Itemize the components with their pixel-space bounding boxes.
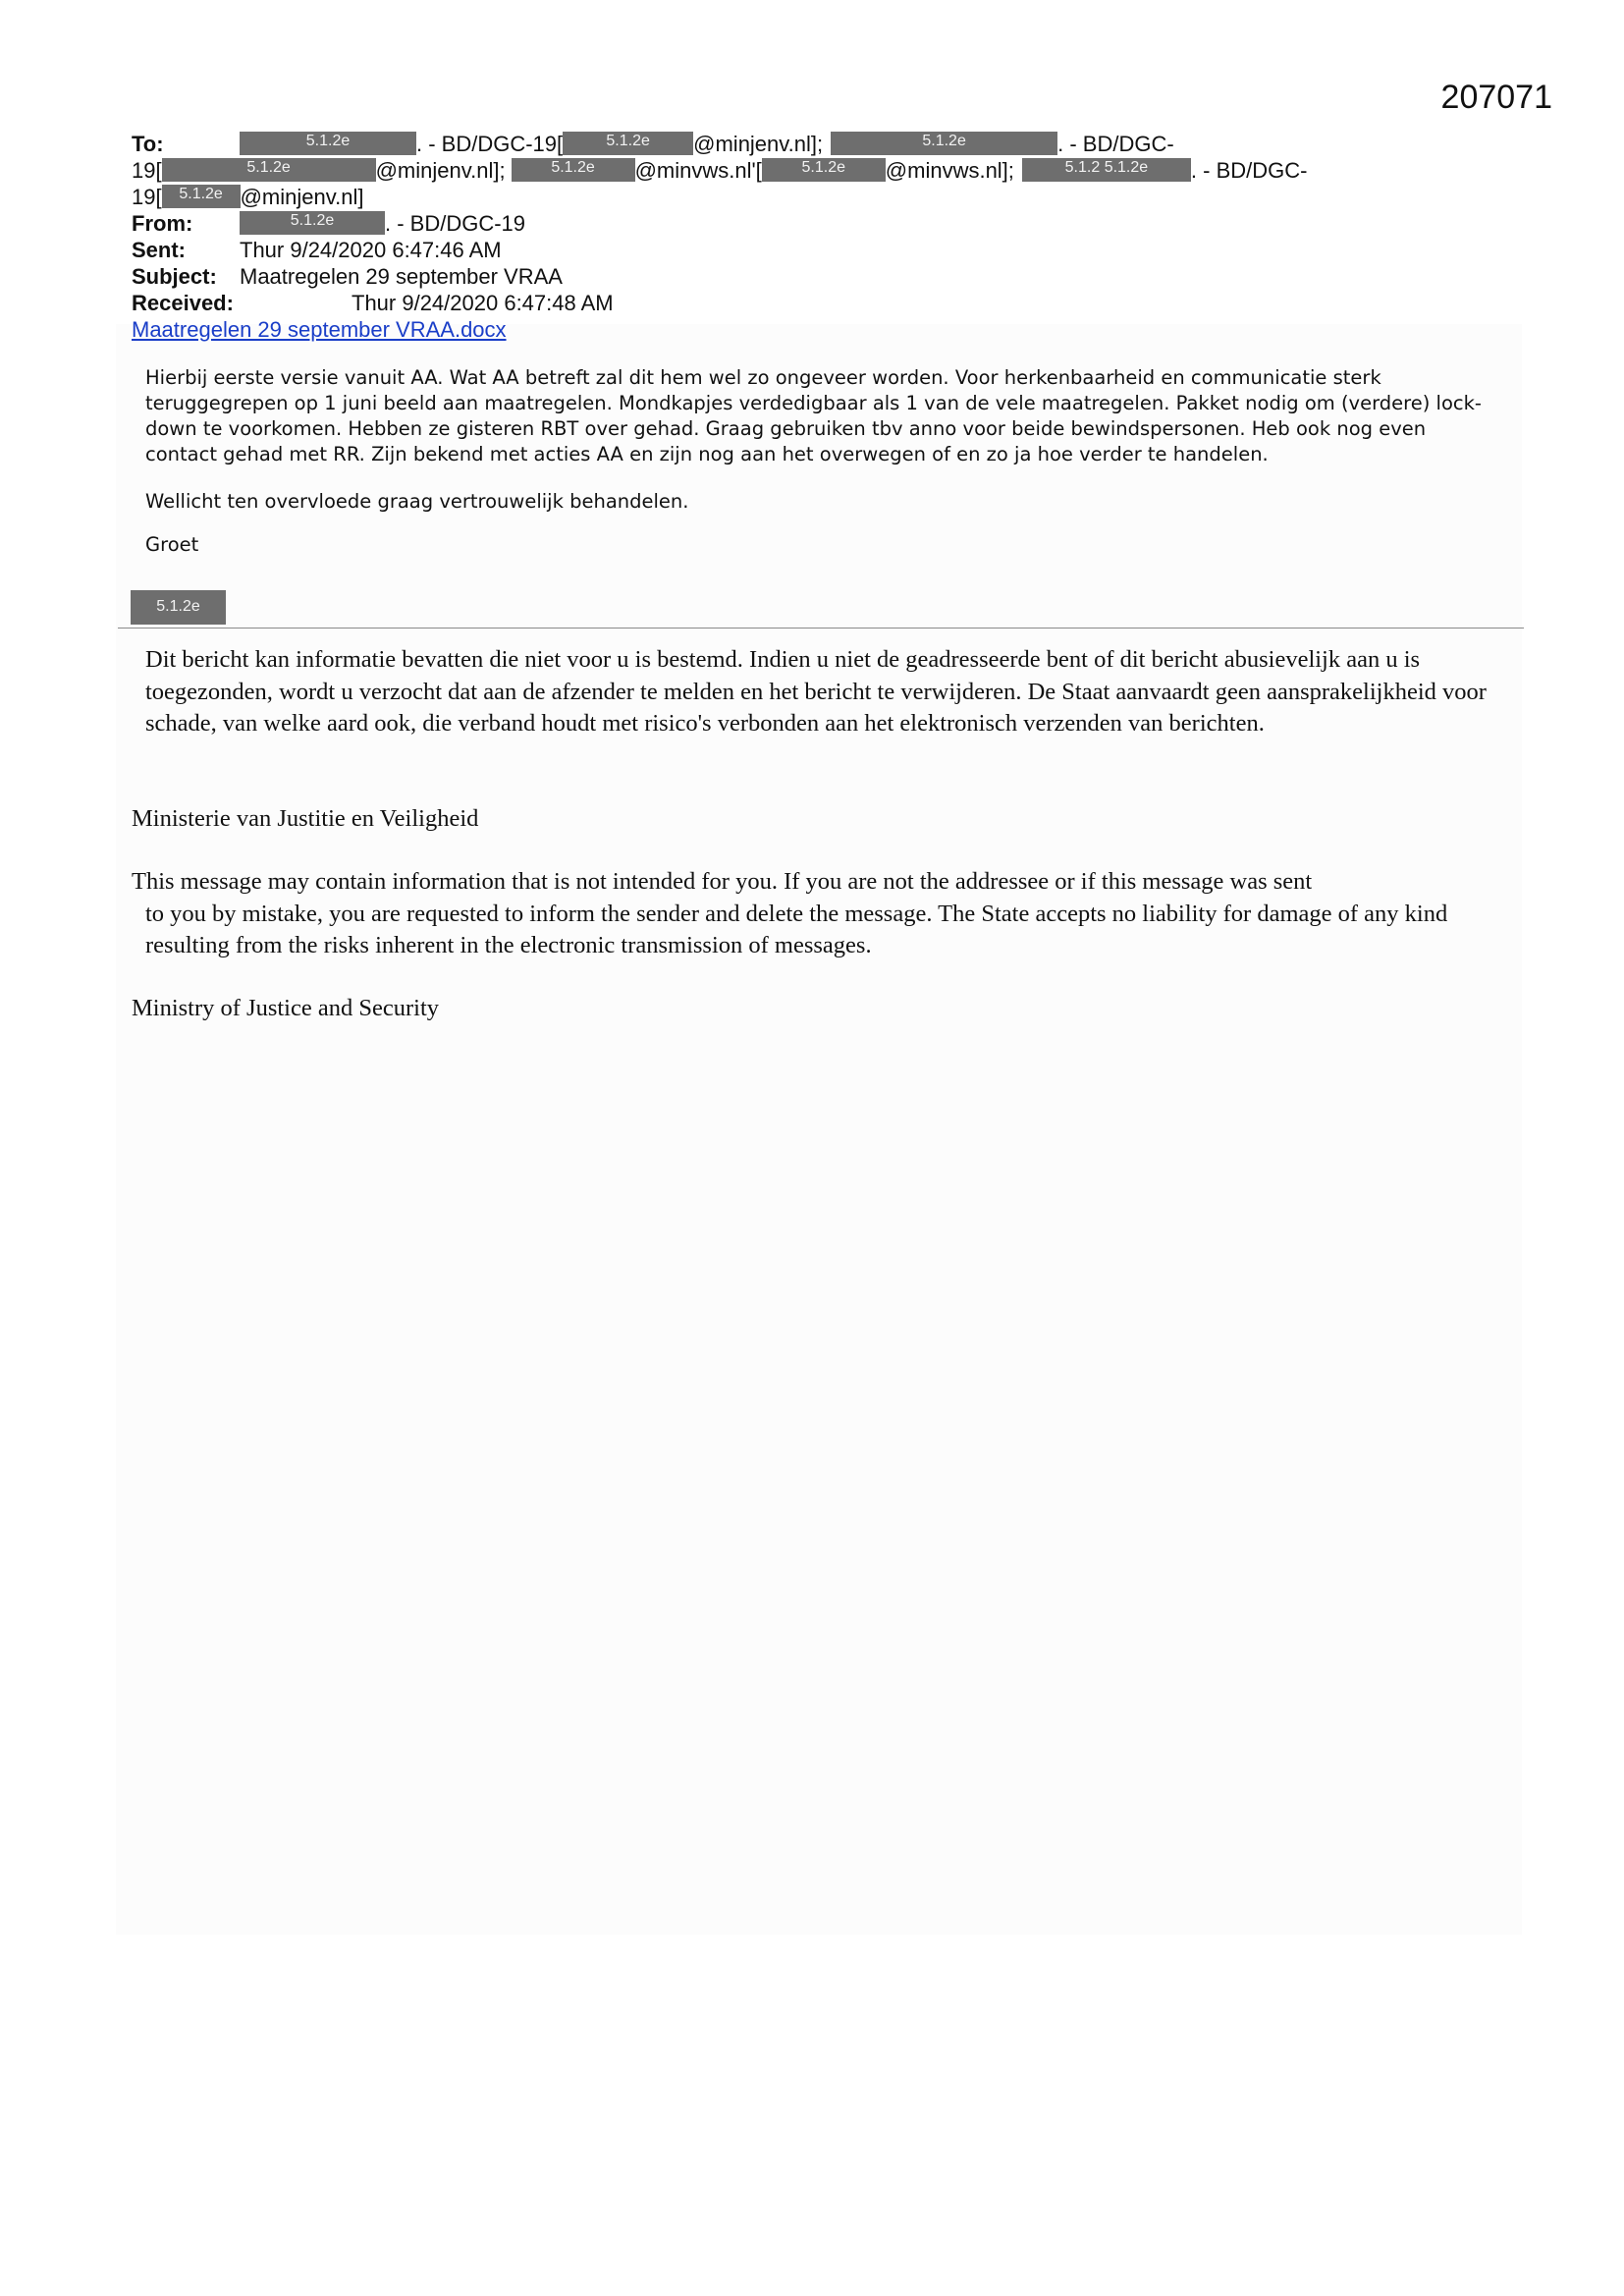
recipient-text: @minjenv.nl];	[693, 132, 824, 156]
redaction: 5.1.2 5.1.2e	[1022, 158, 1191, 182]
message-paragraph: Wellicht ten overvloede graag vertrouwelijk behandelen.	[145, 490, 689, 513]
subject-label: Subject:	[132, 264, 217, 289]
ministry-name-dutch: Ministerie van Justitie en Veiligheid	[132, 805, 479, 832]
sent-value: Thur 9/24/2020 6:47:46 AM	[240, 238, 502, 262]
received-value: Thur 9/24/2020 6:47:48 AM	[352, 291, 614, 315]
attachment-line	[132, 316, 1408, 343]
message-paragraph: Hierbij eerste versie vanuit AA. Wat AA betreft zal dit hem wel zo ongeveer worden. Voor herkenbaarheid en communicatie sterk teruggegrepen op 1 juni beeld aan maatregelen. Mondkapjes verdedigbaar als 1 van de vele maatregelen. Pakket nodig om (verdere) lock-down te voorkomen. Hebben ze gisteren RBT over gehad. Graag gebruiken tbv anno voor beide bewindspersonen. Heb ook nog even contact gehad met RR. Zijn bekend met acties AA en zijn nog aan het overwegen of en zo ja hoe verder te handelen.	[145, 366, 1482, 465]
page-background	[116, 324, 1522, 1935]
from-line	[132, 210, 1408, 237]
redaction: 5.1.2e	[240, 132, 416, 155]
sent-label: Sent:	[132, 238, 186, 262]
sent-line	[132, 237, 1408, 263]
to-line-2	[132, 157, 1408, 184]
ministry-name-english: Ministry of Justice and Security	[132, 995, 440, 1021]
subject-value: Maatregelen 29 september VRAA	[240, 264, 563, 289]
received-line	[132, 290, 1408, 316]
redaction: 5.1.2e	[762, 158, 886, 182]
disclaimer-english	[132, 866, 1496, 962]
redaction: 5.1.2e	[162, 185, 241, 208]
recipient-text: @minvws.nl'[	[634, 158, 762, 183]
redaction: 5.1.2e	[162, 158, 376, 182]
from-label: From:	[132, 211, 193, 236]
redaction: 5.1.2e	[240, 211, 385, 235]
recipient-text: @minjenv.nl];	[375, 158, 506, 183]
closing: Groet	[145, 533, 199, 556]
from-value: . - BD/DGC-19	[385, 211, 526, 236]
disclaimer-english-text: to you by mistake, you are requested to inform the sender and delete the message. The State accepts no liability for damage of any kind resulting from the risks inherent in the electronic transmission of messages.	[145, 900, 1448, 958]
recipient-text: 19[	[132, 185, 162, 209]
document-number: 207071	[1440, 79, 1552, 116]
recipient-text: @minvws.nl];	[885, 158, 1014, 183]
recipient-text: . - BD/DGC-19[	[416, 132, 564, 156]
redaction: 5.1.2e	[512, 158, 635, 182]
subject-line	[132, 263, 1408, 290]
recipient-text: 19[	[132, 158, 162, 183]
separator-line	[118, 628, 1524, 629]
email-header	[132, 131, 1408, 343]
redaction: 5.1.2e	[831, 132, 1057, 155]
redaction: 5.1.2e	[131, 590, 226, 625]
attachment-link[interactable]: Maatregelen 29 september VRAA.docx	[132, 317, 507, 342]
to-label: To:	[132, 132, 164, 156]
to-line-3	[132, 184, 1408, 210]
recipient-text: @minjenv.nl]	[240, 185, 364, 209]
disclaimer-english-line: This message may contain information that is not intended for you. If you are not the addressee or if this message was sent	[132, 868, 1313, 895]
message-body	[145, 365, 1500, 558]
recipient-text: . - BD/DGC-	[1190, 158, 1308, 183]
to-line-1	[132, 131, 1408, 157]
received-label: Received:	[132, 291, 234, 315]
redaction: 5.1.2e	[563, 132, 693, 155]
disclaimer-dutch: Dit bericht kan informatie bevatten die niet voor u is bestemd. Indien u niet de geadresseerde bent of dit bericht abusievelijk aan u is toegezonden, wordt u verzocht dat aan de afzender te melden en het bericht te verwijderen. De Staat aanvaardt geen aansprakelijkheid voor schade, van welke aard ook, die verband houdt met risico's verbonden aan het elektronisch verzenden van berichten.	[145, 646, 1487, 737]
recipient-text: . - BD/DGC-	[1057, 132, 1174, 156]
